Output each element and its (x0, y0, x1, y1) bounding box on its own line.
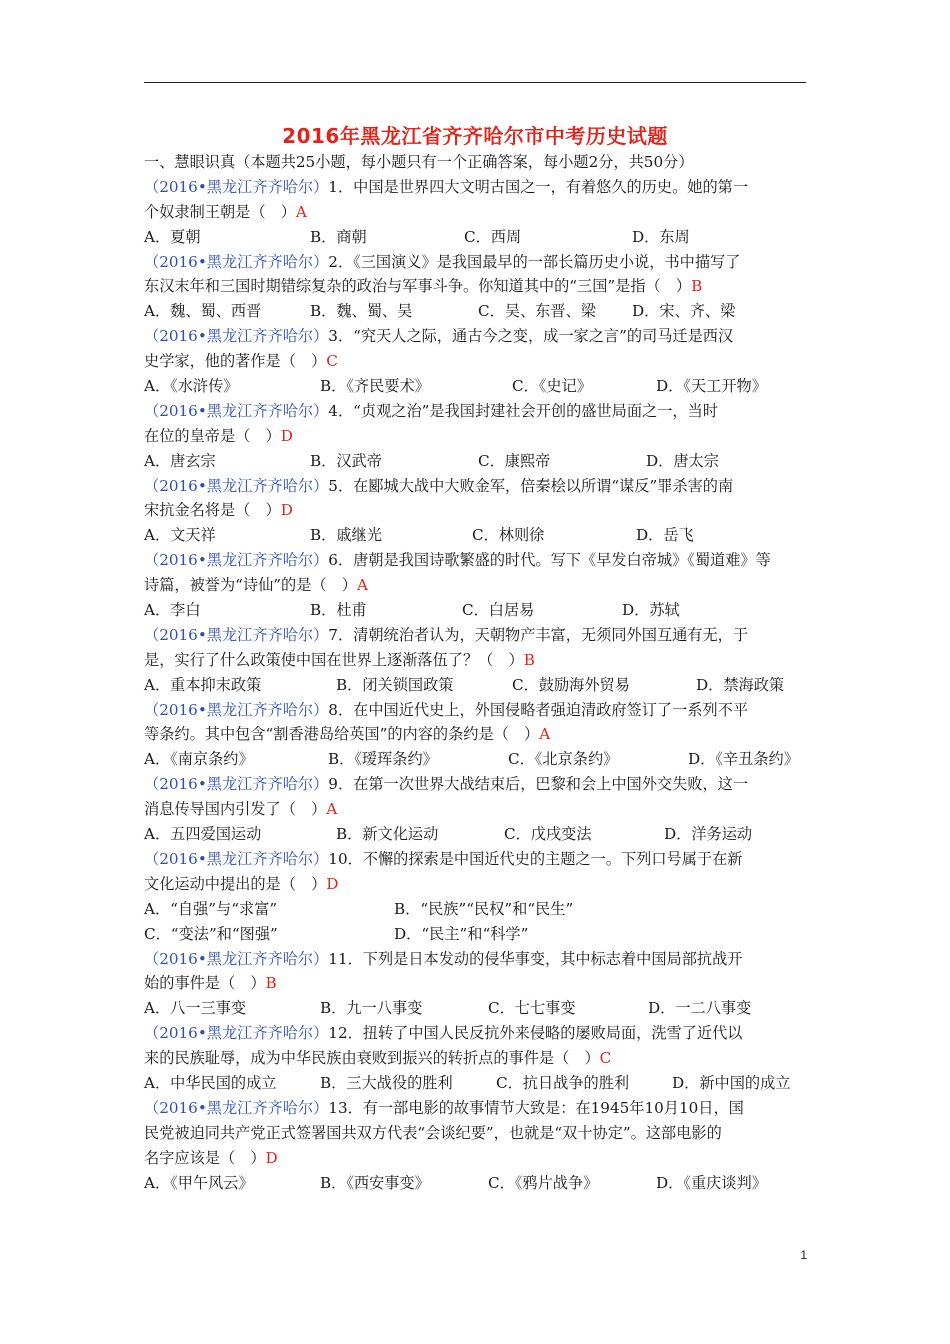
answer-key: D (280, 426, 293, 445)
option-a: A．八一三事变 (144, 999, 247, 1018)
question-7-line-1 (144, 623, 806, 648)
question-2-line-2 (144, 274, 806, 299)
question-10-line-1 (144, 847, 806, 872)
option-b: B．汉武帝 (310, 451, 382, 470)
option-c: C．白居易 (462, 601, 535, 620)
option-a: A．《甲午风云》 (144, 1173, 254, 1192)
option-b: B．魏、蜀、吴 (310, 302, 413, 321)
question-10-options-row-1 (144, 897, 806, 922)
question-stem: 12．扭转了中国人民反抗外来侵略的屡败局面，洗雪了近代以 (328, 1024, 743, 1043)
question-11-line-1 (144, 947, 806, 972)
option-b: B．《齐民要术》 (320, 377, 430, 396)
question-stem: 13．有一部电影的故事情节大致是：在1945年10月10日，国 (328, 1098, 744, 1117)
question-stem: 10．不懈的探索是中国近代史的主题之一。下列口号属于在新 (328, 849, 743, 868)
question-13-line-3 (144, 1146, 806, 1171)
question-stem: 名字应该是（ ） (144, 1148, 266, 1167)
option-b: B．杜甫 (310, 601, 367, 620)
option-a: A．文天祥 (144, 526, 216, 545)
option-a: A．《水浒传》 (144, 377, 239, 396)
question-5-line-2 (144, 498, 806, 523)
option-c: C．戊戌变法 (504, 825, 592, 844)
option-d: D．禁海政策 (696, 675, 785, 694)
option-d: D．宋、齐、梁 (632, 302, 736, 321)
question-stem: 文化运动中提出的是（ ） (144, 874, 327, 893)
option-b: B．新文化运动 (336, 825, 439, 844)
question-stem: 1．中国是世界四大文明古国之一，有着悠久的历史。她的第一 (328, 177, 749, 196)
question-6-line-1 (144, 548, 806, 573)
question-3-line-1 (144, 324, 806, 349)
question-11-options (144, 996, 806, 1021)
answer-key: B (265, 974, 277, 993)
question-3-options (144, 374, 806, 399)
question-stem: 诗篇，被誉为“诗仙”的是（ ） (144, 576, 357, 595)
answer-key: C (599, 1049, 612, 1068)
question-source: （2016•黑龙江齐齐哈尔） (144, 252, 329, 271)
top-rule (144, 82, 806, 83)
question-9-line-2 (144, 797, 806, 822)
question-12-options (144, 1071, 806, 1096)
question-7-options (144, 673, 806, 698)
question-stem: 5．在郾城大战中大败金军，倍秦桧以所谓“谋反”罪杀害的南 (328, 476, 734, 495)
question-10-options-row-2 (144, 922, 806, 947)
question-5-options (144, 523, 806, 548)
question-stem: 宋抗金名将是（ ） (144, 501, 281, 520)
question-stem: 8．在中国近代史上，外国侵略者强迫清政府签订了一系列不平 (328, 700, 749, 719)
option-c: C．《史记》 (512, 377, 592, 396)
question-4-options (144, 449, 806, 474)
option-b: B．三大战役的胜利 (320, 1073, 453, 1092)
question-stem: 2．《三国演义》是我国最早的一部长篇历史小说，书中描写了 (328, 252, 741, 271)
option-b: B．《瑷珲条约》 (328, 750, 438, 769)
option-c: C．《鸦片战争》 (488, 1173, 599, 1192)
option-c: C．康熙帝 (478, 451, 551, 470)
option-d: D．东周 (632, 227, 690, 246)
question-13-options (144, 1171, 806, 1196)
question-source: （2016•黑龙江齐齐哈尔） (144, 700, 329, 719)
option-a: A．魏、蜀、西晋 (144, 302, 262, 321)
question-2-options (144, 299, 806, 324)
question-9-options (144, 822, 806, 847)
question-9-line-1 (144, 772, 806, 797)
option-c: C．《北京条约》 (508, 750, 619, 769)
question-2-line-1 (144, 250, 806, 275)
question-stem: 在位的皇帝是（ ） (144, 426, 281, 445)
option-d: D．《天工开物》 (656, 377, 767, 396)
question-7-line-2 (144, 648, 806, 673)
question-stem: 4．“贞观之治”是我国封建社会开创的盛世局面之一，当时 (328, 401, 718, 420)
option-d: D．“民主”和“科学” (394, 924, 529, 943)
page-title: 2016年黑龙江省齐齐哈尔市中考历史试题 (282, 124, 668, 148)
answer-key: A (539, 725, 551, 744)
section-heading: 一、慧眼识真（本题共25小题，每小题只有一个正确答案，每小题2分，共50分） (144, 153, 694, 171)
question-12-line-1 (144, 1021, 806, 1046)
option-d: D．新中国的成立 (672, 1073, 791, 1092)
option-a: A．中华民国的成立 (144, 1073, 277, 1092)
option-b: B．九一八事变 (320, 999, 423, 1018)
question-source: （2016•黑龙江齐齐哈尔） (144, 775, 329, 794)
question-stem: 个奴隶制王朝是（ ） (144, 202, 296, 221)
question-1-options (144, 225, 806, 250)
option-c: C．鼓励海外贸易 (512, 675, 630, 694)
option-a: A．《南京条约》 (144, 750, 254, 769)
option-d: D．洋务运动 (664, 825, 753, 844)
question-stem: 9．在第一次世界大战结束后，巴黎和会上中国外交失败，这一 (328, 775, 749, 794)
question-5-line-1 (144, 474, 806, 499)
question-3-line-2 (144, 349, 806, 374)
answer-key: D (265, 1148, 278, 1167)
option-d: D．岳飞 (636, 526, 694, 545)
question-13-line-1 (144, 1096, 806, 1121)
option-a: A．夏朝 (144, 227, 201, 246)
option-b: B．商朝 (310, 227, 367, 246)
question-stem: 6．唐朝是我国诗歌繁盛的时代。写下《早发白帝城》《蜀道难》等 (328, 551, 771, 570)
question-4-line-2 (144, 424, 806, 449)
question-8-line-1 (144, 698, 806, 723)
question-1-line-1 (144, 175, 806, 200)
question-list (144, 150, 806, 1195)
question-stem: 是，实行了什么政策使中国在世界上逐渐落伍了？（ ） (144, 650, 524, 669)
question-source: （2016•黑龙江齐齐哈尔） (144, 401, 329, 420)
question-8-options (144, 747, 806, 772)
question-source: （2016•黑龙江齐齐哈尔） (144, 1024, 329, 1043)
answer-key: A (326, 800, 338, 819)
question-stem: 来的民族耻辱，成为中华民族由衰败到振兴的转折点的事件是（ ） (144, 1049, 600, 1068)
option-d: D．一二八事变 (648, 999, 752, 1018)
option-d: D．《辛丑条约》 (688, 750, 799, 769)
option-c: C．吴、东晋、梁 (478, 302, 596, 321)
question-6-line-2 (144, 573, 806, 598)
question-source: （2016•黑龙江齐齐哈尔） (144, 625, 329, 644)
option-a: A．重本抑末政策 (144, 675, 262, 694)
option-d: D．苏轼 (622, 601, 680, 620)
question-stem: 11．下列是日本发动的侵华事变，其中标志着中国局部抗战开 (328, 949, 743, 968)
option-a: A．“自强”与“求富” (144, 899, 278, 918)
answer-key: A (295, 202, 307, 221)
option-d: D．《重庆谈判》 (656, 1173, 767, 1192)
question-6-options (144, 598, 806, 623)
answer-key: C (326, 352, 338, 371)
question-4-line-1 (144, 399, 806, 424)
question-source: （2016•黑龙江齐齐哈尔） (144, 551, 329, 570)
question-8-line-2 (144, 722, 806, 747)
option-a: A．李白 (144, 601, 201, 620)
answer-key: B (691, 277, 703, 296)
question-stem: 东汉末年和三国时期错综复杂的政治与军事斗争。你知道其中的“三国”是指（ ） (144, 277, 692, 296)
question-stem: 等条约。其中包含“割香港岛给英国”的内容的条约是（ ） (144, 725, 540, 744)
question-stem: 史学家，他的著作是（ ） (144, 352, 327, 371)
option-c: C．七七事变 (488, 999, 576, 1018)
question-source: （2016•黑龙江齐齐哈尔） (144, 849, 329, 868)
option-c: C．抗日战争的胜利 (496, 1073, 630, 1092)
option-c: C．“变法”和“图强” (144, 924, 278, 943)
option-b: B．“民族”“民权”和“民生” (394, 899, 574, 918)
question-13-line-2 (144, 1121, 806, 1146)
question-source: （2016•黑龙江齐齐哈尔） (144, 327, 329, 346)
option-c: C．林则徐 (472, 526, 545, 545)
question-stem: 始的事件是（ ） (144, 974, 266, 993)
question-source: （2016•黑龙江齐齐哈尔） (144, 1098, 329, 1117)
page-number: 1 (800, 1248, 807, 1262)
option-d: D．唐太宗 (646, 451, 719, 470)
answer-key: A (356, 576, 368, 595)
question-source: （2016•黑龙江齐齐哈尔） (144, 177, 329, 196)
option-b: B．《西安事变》 (320, 1173, 430, 1192)
question-source: （2016•黑龙江齐齐哈尔） (144, 949, 329, 968)
answer-key: D (326, 874, 339, 893)
question-10-line-2 (144, 872, 806, 897)
answer-key: D (280, 501, 293, 520)
question-stem: 消息传导国内引发了（ ） (144, 800, 327, 819)
question-stem: 3．“究天人之际，通古今之变，成一家之言”的司马迁是西汉 (328, 327, 734, 346)
option-b: B．戚继光 (310, 526, 382, 545)
option-a: A．唐玄宗 (144, 451, 216, 470)
question-stem: 7．清朝统治者认为，天朝物产丰富，无须同外国互通有无，于 (328, 625, 749, 644)
question-stem: 民党被迫同共产党正式签署国共双方代表“会谈纪要”，也就是“双十协定”。这部电影的 (144, 1123, 722, 1142)
question-1-line-2 (144, 200, 806, 225)
option-c: C．西周 (464, 227, 522, 246)
answer-key: B (523, 650, 535, 669)
question-11-line-2 (144, 971, 806, 996)
option-b: B．闭关锁国政策 (336, 675, 454, 694)
question-source: （2016•黑龙江齐齐哈尔） (144, 476, 329, 495)
option-a: A．五四爱国运动 (144, 825, 262, 844)
question-12-line-2 (144, 1046, 806, 1071)
